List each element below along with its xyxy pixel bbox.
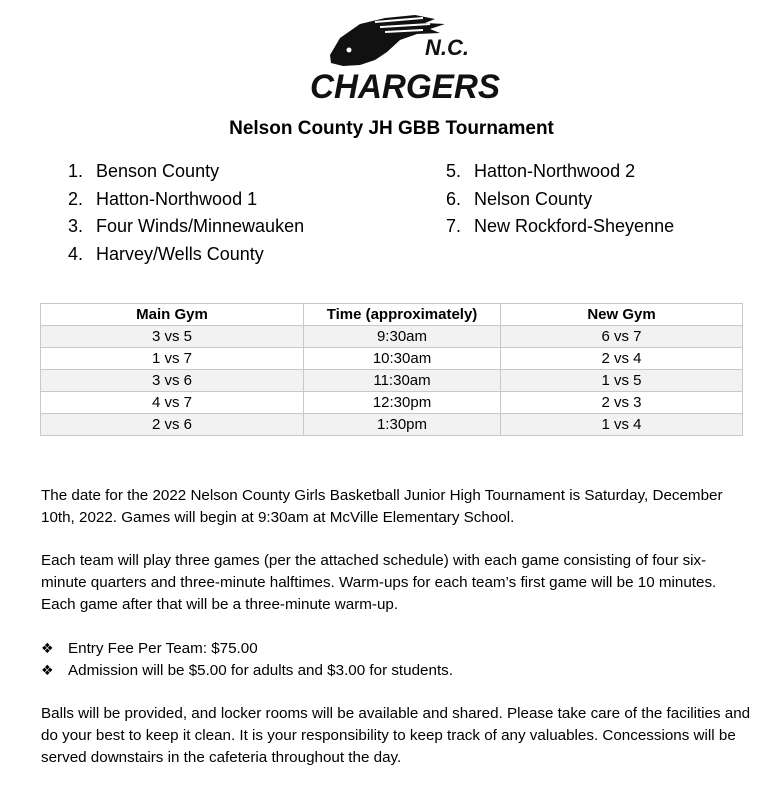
diamond-bullet-icon: ❖	[41, 640, 54, 656]
team-list-item	[68, 186, 304, 214]
header-new-gym: New Gym	[501, 304, 743, 326]
teams-list-left	[68, 158, 304, 268]
schedule-table	[40, 303, 743, 436]
main-gym-game-cell: 2 vs 6	[41, 414, 304, 436]
diamond-bullet-icon: ❖	[41, 662, 54, 678]
team-list-item	[68, 158, 304, 186]
format-paragraph: Each team will play three games (per the attached schedule) with each game consisting of four six-minute quarters and three-minute halftimes. Warm-ups for each team’s first game will be 10 minutes. Each game after that will be a three-minute warm-up.	[41, 552, 717, 613]
team-number: 7.	[446, 216, 462, 236]
team-name: Nelson County	[474, 188, 593, 209]
main-gym-game-cell: 3 vs 6	[41, 370, 304, 392]
team-list-item	[446, 213, 674, 241]
schedule-row	[41, 326, 743, 348]
chargers-logo	[305, 10, 505, 105]
new-gym-game-cell: 2 vs 3	[501, 392, 743, 414]
date-paragraph: The date for the 2022 Nelson County Girls Basketball Junior High Tournament is Saturday, December 10th, 2022. Games will begin at 9:30am at McVille Elementary School.	[41, 487, 723, 526]
new-gym-game-cell: 1 vs 4	[501, 414, 743, 436]
team-number: 1.	[68, 161, 84, 181]
team-name: New Rockford-Sheyenne	[474, 216, 675, 236]
new-gym-game-cell: 1 vs 5	[501, 370, 743, 392]
bullet-text: Entry Fee Per Team: $75.00	[68, 640, 258, 657]
game-time-cell: 12:30pm	[304, 392, 501, 414]
game-time-cell: 9:30am	[304, 326, 501, 348]
team-list-item	[446, 186, 674, 214]
team-number: 2.	[68, 188, 84, 209]
header-time: Time (approximately)	[304, 304, 501, 326]
main-gym-game-cell: 3 vs 5	[41, 326, 304, 348]
game-time-cell: 11:30am	[304, 370, 501, 392]
logo-chargers-text: CHARGERS	[310, 68, 501, 105]
team-name: Hatton-Northwood 1	[96, 188, 258, 209]
team-number: 3.	[68, 216, 84, 236]
team-name: Hatton-Northwood 2	[474, 161, 636, 181]
new-gym-game-cell: 2 vs 4	[501, 348, 743, 370]
team-name: Four Winds/Minnewauken	[96, 216, 305, 236]
teams-list-right	[446, 158, 674, 241]
schedule-row	[41, 370, 743, 392]
main-gym-game-cell: 4 vs 7	[41, 392, 304, 414]
team-name: Benson County	[96, 161, 220, 181]
bullet-item	[41, 637, 453, 659]
main-gym-game-cell: 1 vs 7	[41, 348, 304, 370]
bullet-text: Admission will be $5.00 for adults and $3.00 for students.	[68, 662, 453, 679]
game-time-cell: 1:30pm	[304, 414, 501, 436]
team-number: 5.	[446, 161, 462, 181]
bullet-item	[41, 659, 453, 681]
team-list-item	[446, 158, 674, 186]
schedule-row	[41, 348, 743, 370]
schedule-row	[41, 392, 743, 414]
game-time-cell: 10:30am	[304, 348, 501, 370]
header-main-gym: Main Gym	[41, 304, 304, 326]
team-name: Harvey/Wells County	[96, 243, 264, 264]
schedule-header-row	[41, 304, 743, 326]
team-list-item	[68, 213, 304, 241]
team-number: 6.	[446, 188, 462, 209]
new-gym-game-cell: 6 vs 7	[501, 326, 743, 348]
page-title: Nelson County JH GBB Tournament	[229, 118, 554, 139]
logo-nc-text: N.C.	[425, 35, 469, 60]
facilities-paragraph: Balls will be provided, and locker rooms will be available and shared. Please take care of the facilities and do your best to keep it clean. It is your responsibility to keep track of any valuables. Concessions will be served downstairs in the cafeteria throughout the day.	[41, 705, 751, 766]
team-number: 4.	[68, 243, 84, 264]
schedule-row	[41, 414, 743, 436]
team-list-item	[68, 241, 304, 269]
fee-bullet-list	[41, 637, 453, 681]
